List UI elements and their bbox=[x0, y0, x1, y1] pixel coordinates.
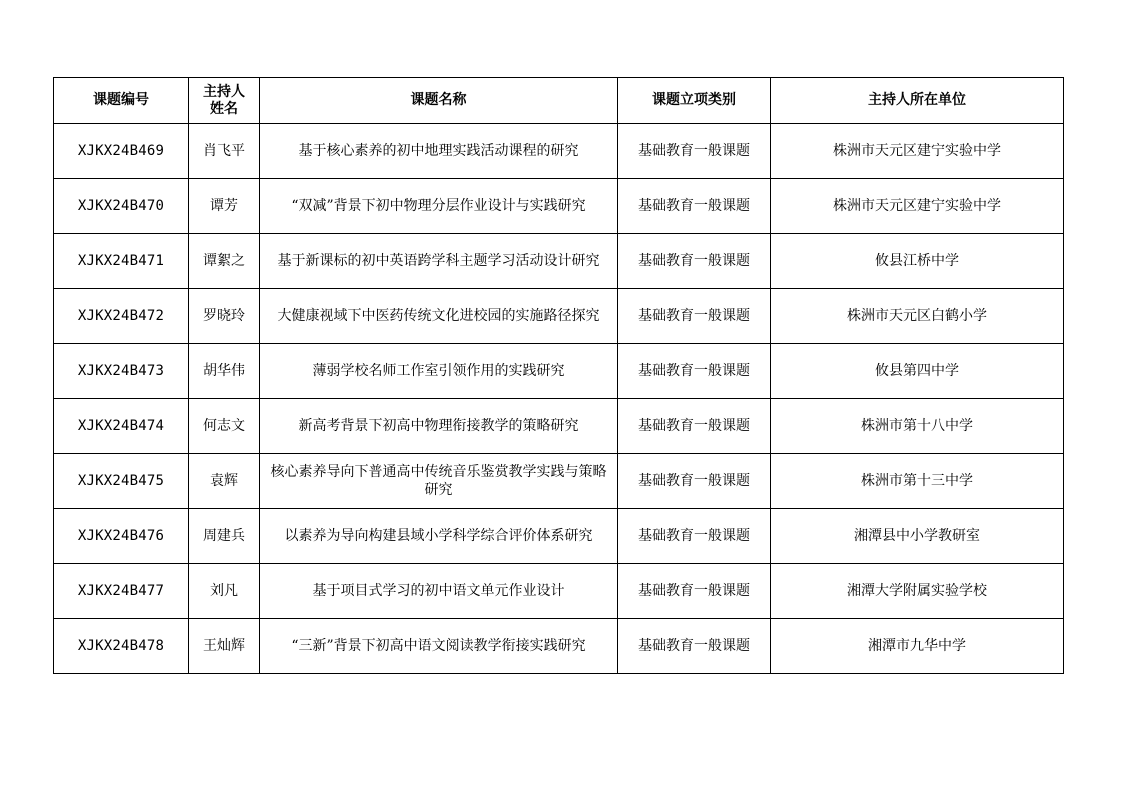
cell-category: 基础教育一般课题 bbox=[618, 454, 771, 509]
cell-category: 基础教育一般课题 bbox=[618, 564, 771, 619]
cell-unit: 株洲市第十三中学 bbox=[771, 454, 1064, 509]
cell-title: 大健康视域下中医药传统文化进校园的实施路径探究 bbox=[260, 289, 618, 344]
cell-title: 新高考背景下初高中物理衔接教学的策略研究 bbox=[260, 399, 618, 454]
cell-host: 罗晓玲 bbox=[189, 289, 260, 344]
cell-host: 谭絮之 bbox=[189, 234, 260, 289]
table-row bbox=[54, 619, 1064, 674]
cell-unit: 株洲市天元区建宁实验中学 bbox=[771, 179, 1064, 234]
cell-code: XJKX24B474 bbox=[54, 399, 189, 454]
cell-code: XJKX24B478 bbox=[54, 619, 189, 674]
cell-unit: 株洲市天元区建宁实验中学 bbox=[771, 124, 1064, 179]
cell-title: 核心素养导向下普通高中传统音乐鉴赏教学实践与策略研究 bbox=[260, 454, 618, 509]
cell-host: 肖飞平 bbox=[189, 124, 260, 179]
cell-host: 周建兵 bbox=[189, 509, 260, 564]
cell-category: 基础教育一般课题 bbox=[618, 509, 771, 564]
cell-title: “双减”背景下初中物理分层作业设计与实践研究 bbox=[260, 179, 618, 234]
cell-unit: 湘潭大学附属实验学校 bbox=[771, 564, 1064, 619]
cell-code: XJKX24B475 bbox=[54, 454, 189, 509]
cell-title: 基于新课标的初中英语跨学科主题学习活动设计研究 bbox=[260, 234, 618, 289]
table-row bbox=[54, 234, 1064, 289]
table-row bbox=[54, 564, 1064, 619]
cell-host: 何志文 bbox=[189, 399, 260, 454]
cell-unit: 攸县第四中学 bbox=[771, 344, 1064, 399]
cell-code: XJKX24B476 bbox=[54, 509, 189, 564]
table-header bbox=[54, 78, 1064, 124]
header-code: 课题编号 bbox=[54, 78, 189, 124]
cell-host: 胡华伟 bbox=[189, 344, 260, 399]
cell-unit: 株洲市第十八中学 bbox=[771, 399, 1064, 454]
cell-title: “三新”背景下初高中语文阅读教学衔接实践研究 bbox=[260, 619, 618, 674]
header-unit: 主持人所在单位 bbox=[771, 78, 1064, 124]
table-row bbox=[54, 289, 1064, 344]
cell-code: XJKX24B469 bbox=[54, 124, 189, 179]
cell-category: 基础教育一般课题 bbox=[618, 124, 771, 179]
cell-category: 基础教育一般课题 bbox=[618, 399, 771, 454]
cell-code: XJKX24B473 bbox=[54, 344, 189, 399]
table-row bbox=[54, 454, 1064, 509]
project-table bbox=[53, 77, 1064, 674]
table-row bbox=[54, 179, 1064, 234]
table-row bbox=[54, 344, 1064, 399]
cell-category: 基础教育一般课题 bbox=[618, 289, 771, 344]
header-host: 主持人 姓名 bbox=[189, 78, 260, 124]
table-body bbox=[54, 124, 1064, 674]
header-title: 课题名称 bbox=[260, 78, 618, 124]
cell-unit: 湘潭县中小学教研室 bbox=[771, 509, 1064, 564]
cell-title: 基于项目式学习的初中语文单元作业设计 bbox=[260, 564, 618, 619]
cell-host: 王灿辉 bbox=[189, 619, 260, 674]
cell-host: 谭芳 bbox=[189, 179, 260, 234]
cell-title: 基于核心素养的初中地理实践活动课程的研究 bbox=[260, 124, 618, 179]
cell-code: XJKX24B470 bbox=[54, 179, 189, 234]
cell-host: 刘凡 bbox=[189, 564, 260, 619]
cell-category: 基础教育一般课题 bbox=[618, 619, 771, 674]
header-category: 课题立项类别 bbox=[618, 78, 771, 124]
cell-category: 基础教育一般课题 bbox=[618, 179, 771, 234]
cell-category: 基础教育一般课题 bbox=[618, 234, 771, 289]
cell-unit: 株洲市天元区白鹤小学 bbox=[771, 289, 1064, 344]
cell-title: 薄弱学校名师工作室引领作用的实践研究 bbox=[260, 344, 618, 399]
table-row bbox=[54, 509, 1064, 564]
table-row bbox=[54, 124, 1064, 179]
cell-host: 袁辉 bbox=[189, 454, 260, 509]
cell-unit: 湘潭市九华中学 bbox=[771, 619, 1064, 674]
cell-unit: 攸县江桥中学 bbox=[771, 234, 1064, 289]
cell-code: XJKX24B477 bbox=[54, 564, 189, 619]
cell-code: XJKX24B472 bbox=[54, 289, 189, 344]
cell-category: 基础教育一般课题 bbox=[618, 344, 771, 399]
cell-code: XJKX24B471 bbox=[54, 234, 189, 289]
cell-title: 以素养为导向构建县域小学科学综合评价体系研究 bbox=[260, 509, 618, 564]
table-row bbox=[54, 399, 1064, 454]
header-row bbox=[54, 78, 1064, 124]
